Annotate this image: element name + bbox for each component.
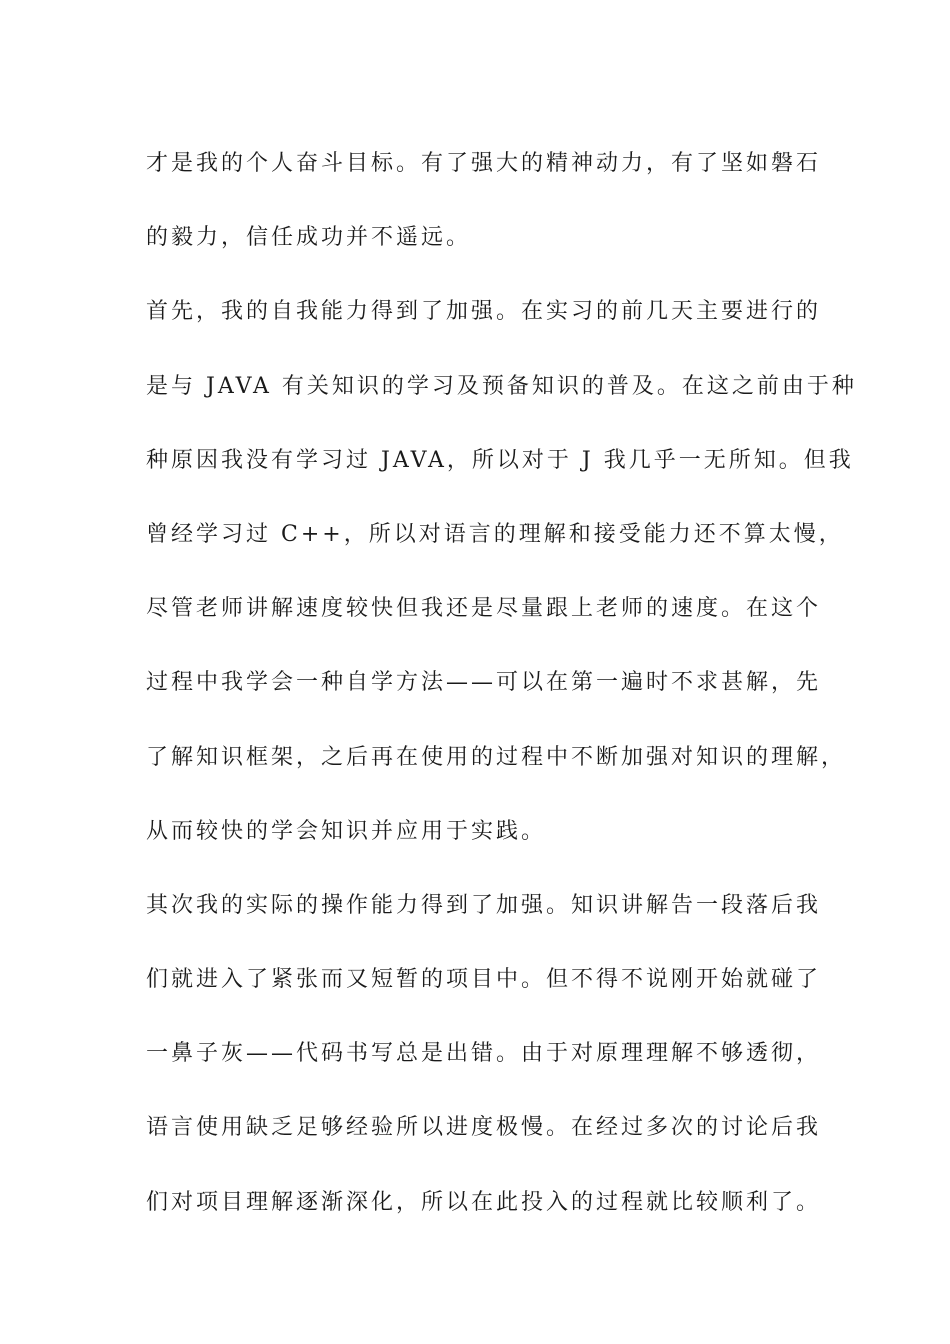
- text-line: 其次我的实际的操作能力得到了加强。知识讲解告一段落后我: [146, 892, 822, 918]
- text-line: 才是我的个人奋斗目标。有了强大的精神动力，有了坚如磐石: [146, 151, 822, 176]
- text-line: 一鼻子灰——代码书写总是出错。由于对原理理解不够透彻，: [146, 1041, 822, 1067]
- text-line: 们就进入了紧张而又短暂的项目中。但不得不说刚开始就碰了: [146, 967, 822, 993]
- text-line: 们对项目理解逐渐深化，所以在此投入的过程就比较顺利了。: [146, 1189, 822, 1215]
- text-line: 首先，我的自我能力得到了加强。在实习的前几天主要进行的: [146, 299, 822, 325]
- text-line: 尽管老师讲解速度较快但我还是尽量跟上老师的速度。在这个: [146, 596, 822, 622]
- text-line: 的毅力，信任成功并不遥远。: [146, 225, 472, 251]
- text-line: 从而较快的学会知识并应用于实践。: [146, 818, 547, 844]
- body-text: [146, 127, 857, 1240]
- text-line: 语言使用缺乏足够经验所以进度极慢。在经过多次的讨论后我: [146, 1115, 822, 1141]
- text-line: 是与 JAVA 有关知识的学习及预备知识的普及。在这之前由于种: [146, 373, 857, 399]
- text-line: 种原因我没有学习过 JAVA，所以对于 J 我几乎一无所知。但我: [146, 447, 854, 473]
- text-line: 了解知识框架，之后再在使用的过程中不断加强对知识的理解，: [146, 744, 847, 770]
- text-line: 过程中我学会一种自学方法——可以在第一遍时不求甚解，先: [146, 670, 822, 696]
- text-line: 曾经学习过 C++，所以对语言的理解和接受能力还不算太慢，: [146, 521, 844, 547]
